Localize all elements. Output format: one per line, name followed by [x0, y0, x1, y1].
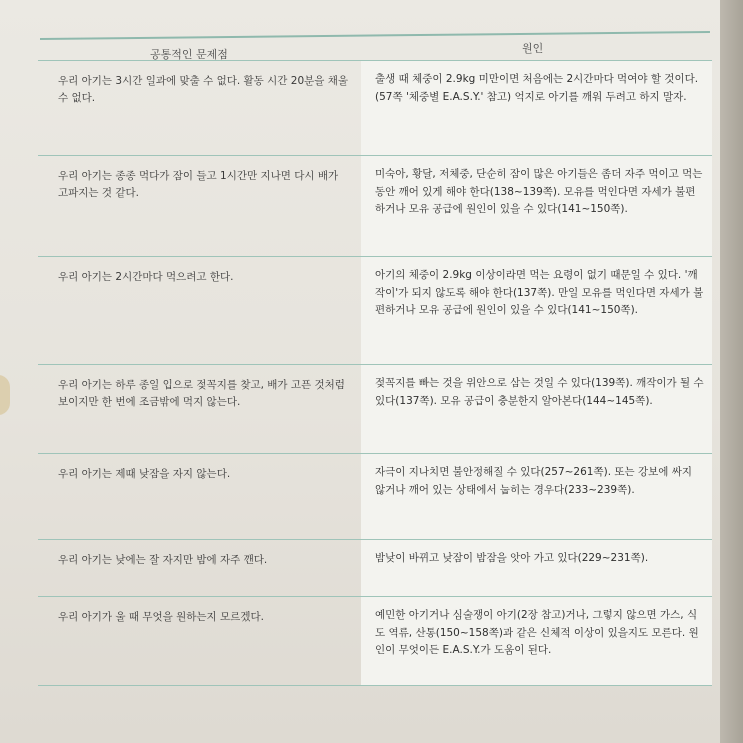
- cause-cell: 예민한 아기거나 심술쟁이 아기(2장 참고)거나, 그렇지 않으면 가스, 식도 역류, 산통(150~158쪽)과 같은 신체적 이상이 있을지도 모른다. 원인이 무엇이든 E.A.S.Y.가 도움이 된다.: [361, 597, 712, 685]
- table-row: [38, 60, 712, 155]
- problem-cause-table: [38, 60, 712, 686]
- cause-cell: 아기의 체중이 2.9kg 이상이라면 먹는 요령이 없기 때문일 수 있다. '깨작이'가 되지 않도록 해야 한다(137쪽). 만일 모유를 먹인다면 자세가 불편하거나 모유 공급에 원인이 있을 수 있다(141~150쪽).: [361, 257, 712, 364]
- table-row: [38, 453, 712, 539]
- cause-cell: 젖꼭지를 빠는 것을 위안으로 삼는 것일 수 있다(139쪽). 깨작이가 될 수 있다(137쪽). 모유 공급이 충분한지 알아본다(144~145쪽).: [361, 365, 712, 453]
- header-cause: 원인: [522, 42, 544, 55]
- problem-cell: 우리 아기는 3시간 일과에 맞출 수 없다. 활동 시간 20분을 채울 수 없다.: [58, 75, 349, 104]
- problem-cell: 우리 아기는 낮에는 잘 자지만 밤에 자주 깬다.: [58, 554, 268, 566]
- table-row: [38, 155, 712, 256]
- header-problem: 공통적인 문제점: [150, 48, 228, 61]
- table-row: [38, 539, 712, 596]
- problem-cell: 우리 아기는 제때 낮잠을 자지 않는다.: [58, 468, 231, 480]
- table-header: [40, 38, 710, 60]
- table-row: [38, 596, 712, 686]
- problem-cell: 우리 아기는 2시간마다 먹으려고 한다.: [58, 271, 234, 283]
- table-row: [38, 256, 712, 364]
- cause-cell: 자극이 지나치면 불안정해질 수 있다(257~261쪽). 또는 강보에 싸지 않거나 깨어 있는 상태에서 눕히는 경우다(233~239쪽).: [361, 454, 712, 539]
- problem-cell: 우리 아기는 종종 먹다가 잠이 들고 1시간만 지나면 다시 배가 고파지는 것 같다.: [58, 170, 339, 199]
- cause-cell: 밤낮이 바뀌고 낮잠이 밤잠을 앗아 가고 있다(229~231쪽).: [361, 540, 712, 596]
- problem-cell: 우리 아기가 울 때 무엇을 원하는지 모르겠다.: [58, 611, 264, 623]
- cause-cell: 미숙아, 황달, 저체중, 단순히 잠이 많은 아기들은 좀더 자주 먹이고 먹는 동안 깨어 있게 해야 한다(138~139쪽). 모유를 먹인다면 자세가 불편하거나 모유 공급에 원인이 있을 수 있다(141~150쪽).: [361, 156, 712, 256]
- problem-cell: 우리 아기는 하루 종일 입으로 젖꼭지를 찾고, 배가 고픈 것처럼 보이지만 한 번에 조금밖에 먹지 않는다.: [58, 379, 345, 408]
- cause-cell: 출생 때 체중이 2.9kg 미만이면 처음에는 2시간마다 먹여야 할 것이다. (57쪽 '체중별 E.A.S.Y.' 참고) 억지로 아기를 깨워 두려고 하지 말자.: [361, 61, 712, 155]
- thumb-shadow: [0, 375, 10, 415]
- table-row: [38, 364, 712, 453]
- page-edge: [720, 0, 743, 743]
